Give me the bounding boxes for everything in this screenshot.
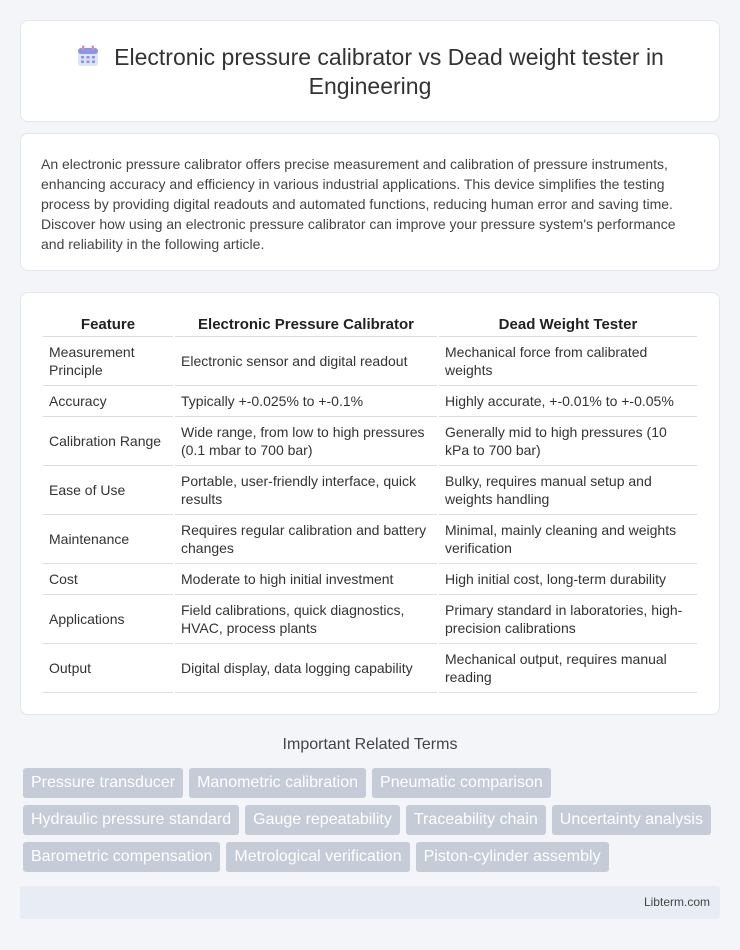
tag-traceability-chain[interactable]: Traceability chain xyxy=(406,805,546,835)
related-terms-heading: Important Related Terms xyxy=(282,736,458,753)
calendar-icon xyxy=(76,44,100,68)
row-feature: Ease of Use xyxy=(43,466,173,515)
row-feature: Cost xyxy=(43,564,173,595)
footer-site-link[interactable]: Libterm.com xyxy=(643,895,710,909)
table-row xyxy=(43,515,697,564)
tag-row xyxy=(23,768,723,798)
tag-pressure-transducer[interactable]: Pressure transducer xyxy=(23,768,183,798)
header-electronic: Electronic Pressure Calibrator xyxy=(175,315,437,337)
row-feature: Accuracy xyxy=(43,386,173,417)
row-electronic: Typically +-0.025% to +-0.1% xyxy=(175,386,437,417)
row-feature: Applications xyxy=(43,595,173,644)
tag-row xyxy=(23,805,723,835)
row-deadweight: Mechanical force from calibrated weights xyxy=(439,337,697,386)
row-deadweight: Bulky, requires manual setup and weights handling xyxy=(439,466,697,515)
tag-metrological-verification[interactable]: Metrological verification xyxy=(226,842,409,872)
related-terms-tags xyxy=(23,768,723,879)
row-electronic: Electronic sensor and digital readout xyxy=(175,337,437,386)
table-row xyxy=(43,564,697,595)
table-row xyxy=(43,386,697,417)
tag-manometric-calibration[interactable]: Manometric calibration xyxy=(189,768,366,798)
row-deadweight: Generally mid to high pressures (10 kPa to 700 bar) xyxy=(439,417,697,466)
row-electronic: Requires regular calibration and battery changes xyxy=(175,515,437,564)
row-deadweight: Mechanical output, requires manual reading xyxy=(439,644,697,693)
page-title: Electronic pressure calibrator vs Dead weight tester in Engineering xyxy=(114,44,664,99)
header-feature: Feature xyxy=(43,315,173,337)
row-electronic: Field calibrations, quick diagnostics, HVAC, process plants xyxy=(175,595,437,644)
table-header-row xyxy=(43,315,697,337)
intro-paragraph: An electronic pressure calibrator offers precise measurement and calibration of pressure instruments, enhancing accuracy and efficiency in various industrial applications. This device simplifies the testing process by providing digital readouts and automated functions, reducing human error and saving time. Discover how using an electronic pressure calibrator can improve your pressure system's performance and reliability in the following article. xyxy=(41,156,676,252)
row-electronic: Wide range, from low to high pressures (0.1 mbar to 700 bar) xyxy=(175,417,437,466)
page-title-container xyxy=(21,43,719,101)
row-electronic: Portable, user-friendly interface, quick results xyxy=(175,466,437,515)
row-deadweight: High initial cost, long-term durability xyxy=(439,564,697,595)
tag-gauge-repeatability[interactable]: Gauge repeatability xyxy=(245,805,400,835)
footer xyxy=(20,886,720,919)
title-card xyxy=(20,20,720,122)
header-deadweight: Dead Weight Tester xyxy=(439,315,697,337)
table-row xyxy=(43,337,697,386)
table-row xyxy=(43,417,697,466)
row-feature: Measurement Principle xyxy=(43,337,173,386)
row-feature: Maintenance xyxy=(43,515,173,564)
tag-pneumatic-comparison[interactable]: Pneumatic comparison xyxy=(372,768,551,798)
row-electronic: Digital display, data logging capability xyxy=(175,644,437,693)
row-electronic: Moderate to high initial investment xyxy=(175,564,437,595)
tag-hydraulic-pressure-standard[interactable]: Hydraulic pressure standard xyxy=(23,805,239,835)
row-deadweight: Primary standard in laboratories, high-precision calibrations xyxy=(439,595,697,644)
row-deadweight: Highly accurate, +-0.01% to +-0.05% xyxy=(439,386,697,417)
tag-piston-cylinder-assembly[interactable]: Piston-cylinder assembly xyxy=(416,842,609,872)
table-row xyxy=(43,595,697,644)
tag-row xyxy=(23,842,723,872)
row-deadweight: Minimal, mainly cleaning and weights verification xyxy=(439,515,697,564)
table-row xyxy=(43,466,697,515)
table-row xyxy=(43,644,697,693)
tag-uncertainty-analysis[interactable]: Uncertainty analysis xyxy=(552,805,711,835)
comparison-card xyxy=(20,292,720,715)
comparison-table xyxy=(41,315,699,693)
row-feature: Calibration Range xyxy=(43,417,173,466)
intro-card xyxy=(20,133,720,271)
tag-barometric-compensation[interactable]: Barometric compensation xyxy=(23,842,220,872)
row-feature: Output xyxy=(43,644,173,693)
